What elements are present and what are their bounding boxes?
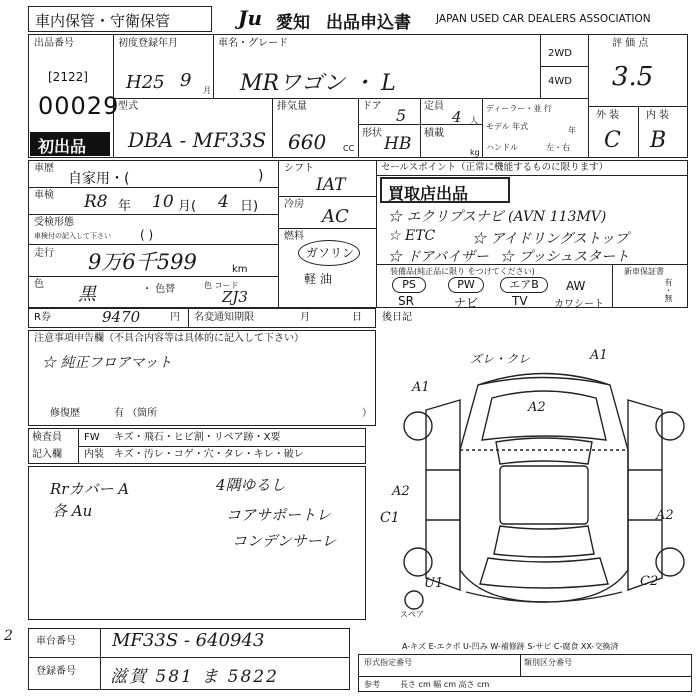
cc-unit: CC — [343, 144, 355, 153]
equip-airbag-text: エアB — [509, 278, 539, 291]
dealer-label: ディーラー・並 行 — [486, 104, 552, 113]
equip-sr: SR — [398, 294, 414, 308]
type-value: DBA - MF33S — [128, 128, 267, 152]
model-year-label: モデル 年式 — [486, 122, 529, 131]
equip-pw — [448, 277, 484, 293]
registration-month: 9 — [180, 70, 192, 91]
color-code-label: 色 コード — [204, 281, 239, 290]
warranty-marks: 有・無 — [664, 278, 673, 302]
storage-box — [28, 6, 212, 32]
rating-score: 3.5 — [612, 62, 654, 92]
repair-close: ） — [362, 408, 372, 419]
capacity-label: 定員 — [424, 101, 444, 112]
diagram-mark-a1-left: A1 — [412, 380, 430, 395]
recycle-label: R券 — [34, 312, 51, 323]
handle-label: ハンドル — [486, 143, 518, 152]
diagram-mark-c1-left: C1 — [380, 510, 400, 526]
form-label: 受検形態 — [34, 217, 74, 228]
selling-point-1: ☆ エクリプスナビ (AVN 113MV) — [388, 209, 607, 225]
diagram-mark-a1-top: A1 — [590, 348, 608, 363]
inspector-note-1: Rrカバー A — [50, 480, 130, 498]
color-change-label: ・ 色替 — [142, 284, 176, 295]
model-code-label: 形式指定番号 — [364, 658, 412, 667]
repair-value: 有 （箇所 — [114, 408, 158, 419]
kg-unit: kg — [470, 148, 480, 157]
load-label: 積載 — [424, 128, 444, 139]
handle-value: 左・右 — [546, 143, 570, 152]
notice-month: 月 — [300, 312, 310, 323]
chassis-value: MF33S - 640943 — [112, 630, 265, 651]
first-listing-badge — [30, 132, 110, 156]
assoc-name: JAPAN USED CAR DEALERS ASSOCIATION — [436, 13, 651, 25]
selling-point-3: ☆ アイドリングストップ — [472, 231, 629, 247]
model-label: 車名・グレード — [218, 38, 288, 49]
form-parens: ( ) — [140, 228, 154, 242]
shift-label: シフト — [284, 163, 314, 174]
shape-value: HB — [384, 134, 412, 154]
registration-label: 初度登録年月 — [118, 38, 178, 49]
org-name: 愛知 — [276, 13, 310, 33]
inspection-day: 4 — [218, 192, 229, 212]
storage-label: 車内保管・守衛保管 — [35, 12, 171, 30]
usage-value: 自家用・( — [68, 171, 130, 187]
int-items: キズ・汚レ・コゲ・穴・タレ・キレ・破レ — [114, 449, 304, 460]
first-listing-text: 初出品 — [38, 137, 87, 156]
equip-aw: AW — [566, 279, 586, 293]
fuel-gas: ガソリン — [306, 246, 355, 260]
plate-value: 滋賀 581 ま 5822 — [110, 667, 279, 687]
notice-label: 名変通知期限 — [194, 312, 254, 323]
spare-label: スペア — [400, 610, 424, 619]
plate-label: 登録番号 — [36, 666, 76, 677]
inspection-year: R8 — [84, 192, 108, 212]
equip-ps-text: PS — [402, 278, 416, 291]
drive-2wd: 2WD — [548, 48, 572, 59]
diagram-mark-a2-left: A2 — [392, 484, 410, 499]
equip-pw-text: PW — [457, 278, 475, 291]
ext-label: 外 装 — [596, 110, 620, 121]
buyback-banner-text: 買取店出品 — [388, 184, 469, 203]
diagram-mark-top: ズレ・クレ — [470, 352, 531, 366]
damage-legend: A-キズ E-エクボ U-凹み W-補修跡 S-サビ C-腐食 XX-交換済 — [402, 642, 619, 651]
color-code: ZJ3 — [222, 288, 248, 306]
warranty-label: 新車保証書 — [624, 267, 664, 276]
inspector-label-2: 記入欄 — [32, 449, 62, 460]
equip-leather: カワシート — [554, 299, 604, 310]
equip-tv: TV — [512, 294, 528, 308]
inspector-note-4: コアサポートレ — [226, 506, 332, 524]
selling-point-5: ☆ プッシュスタート — [500, 249, 630, 265]
lot-label: 出品番号 — [34, 38, 74, 49]
selling-point-4: ☆ ドアバイザー — [388, 249, 489, 265]
notes-line-1: ☆ 純正フロアマット — [42, 355, 172, 371]
mileage-unit: km — [232, 264, 248, 275]
ac-label: 冷房 — [284, 199, 304, 210]
equip-ps — [392, 277, 426, 293]
inspector-note-3: 4隅ゆるし — [216, 476, 286, 494]
rating-label: 評 価 点 — [612, 38, 649, 49]
diagram-mark-a2-hood: A2 — [528, 400, 546, 415]
equip-airbag — [500, 277, 548, 293]
door-value: 5 — [396, 106, 407, 125]
displacement-label: 排気量 — [277, 101, 307, 112]
inspector-note-5: コンデンサーレ — [232, 532, 337, 550]
lot-number: 00029 — [38, 92, 120, 120]
model-name: MRワゴン ・ L — [240, 71, 396, 96]
usage-close: ) — [258, 168, 264, 184]
model-year-unit: 年 — [568, 126, 576, 135]
displacement-value: 660 — [288, 130, 327, 154]
class-code-label: 類別区分番号 — [524, 658, 572, 667]
inspection-label: 車検 — [34, 190, 54, 201]
inspector-note-2: 各 Au — [52, 502, 93, 520]
int-label: 内 装 — [646, 110, 670, 121]
form-title: 出品申込書 — [326, 13, 411, 33]
lot-bracket-number: [2122] — [48, 70, 88, 84]
recycle-value: 9470 — [102, 308, 141, 326]
inspection-month-unit: 月( — [178, 199, 197, 214]
mileage-label: 走行 — [34, 248, 54, 259]
door-label: ドア — [362, 101, 382, 112]
diagram-mark-u1: U1 — [424, 576, 444, 591]
buyback-banner — [380, 177, 510, 203]
form-note: 車検付の記入して下さい — [34, 232, 111, 240]
fuel-label: 燃料 — [284, 231, 304, 242]
equipment-label: 装備品(純正品に限り をつけてください) — [390, 267, 535, 276]
dimension-row: 長さ cm 幅 cm 高さ cm — [400, 680, 490, 689]
ext-grade: C — [604, 128, 621, 153]
notice-day: 日 — [352, 312, 362, 323]
later-label: 後日記 — [382, 312, 412, 323]
diagram-mark-a2-right: A2 — [656, 508, 674, 523]
int-label-row: 内装 — [84, 449, 104, 460]
inspection-day-unit: 日) — [240, 199, 259, 214]
capacity-unit: 人 — [470, 116, 478, 125]
inspector-label-1: 検査員 — [32, 432, 62, 443]
notes-label: 注意事項申告欄（不具合内容等は具体的に記入して下さい） — [34, 333, 304, 344]
fw-items: キズ・飛石・ヒビ割・リペア跡・X要 — [114, 432, 281, 443]
shape-label: 形状 — [362, 128, 382, 139]
selling-point-2: ☆ ETC — [388, 228, 436, 244]
color-label: 色 — [34, 279, 44, 290]
usage-label: 車歴 — [34, 163, 54, 174]
mileage-value: 9万6千599 — [88, 250, 197, 274]
int-grade: B — [650, 128, 667, 153]
registration-month-unit: 月 — [203, 86, 211, 95]
fw-label: FW — [84, 432, 100, 443]
registration-year: H25 — [126, 72, 165, 93]
capacity-value: 4 — [452, 108, 462, 126]
margin-mark: 2 — [4, 628, 13, 644]
ref-label: 参考 — [364, 680, 380, 689]
color-value: 黒 — [78, 284, 96, 305]
selling-points-label: セールスポイント（正常に機能するものに限ります） — [381, 162, 609, 173]
diagram-mark-c2: C2 — [640, 574, 659, 589]
recycle-yen: 円 — [170, 312, 180, 323]
drive-4wd: 4WD — [548, 76, 572, 87]
inspection-year-unit: 年 — [118, 199, 132, 214]
equip-navi: ナビ — [454, 296, 479, 310]
ac-value: AC — [322, 206, 349, 227]
repair-label: 修復歴 — [50, 408, 80, 419]
chassis-label: 車台番号 — [36, 636, 76, 647]
type-label: 型式 — [118, 101, 138, 112]
shift-value: IAT — [316, 175, 346, 195]
fuel-diesel: 軽 油 — [304, 272, 332, 286]
inspection-month: 10 — [152, 192, 174, 212]
ju-logo-text: Ju — [238, 6, 263, 30]
